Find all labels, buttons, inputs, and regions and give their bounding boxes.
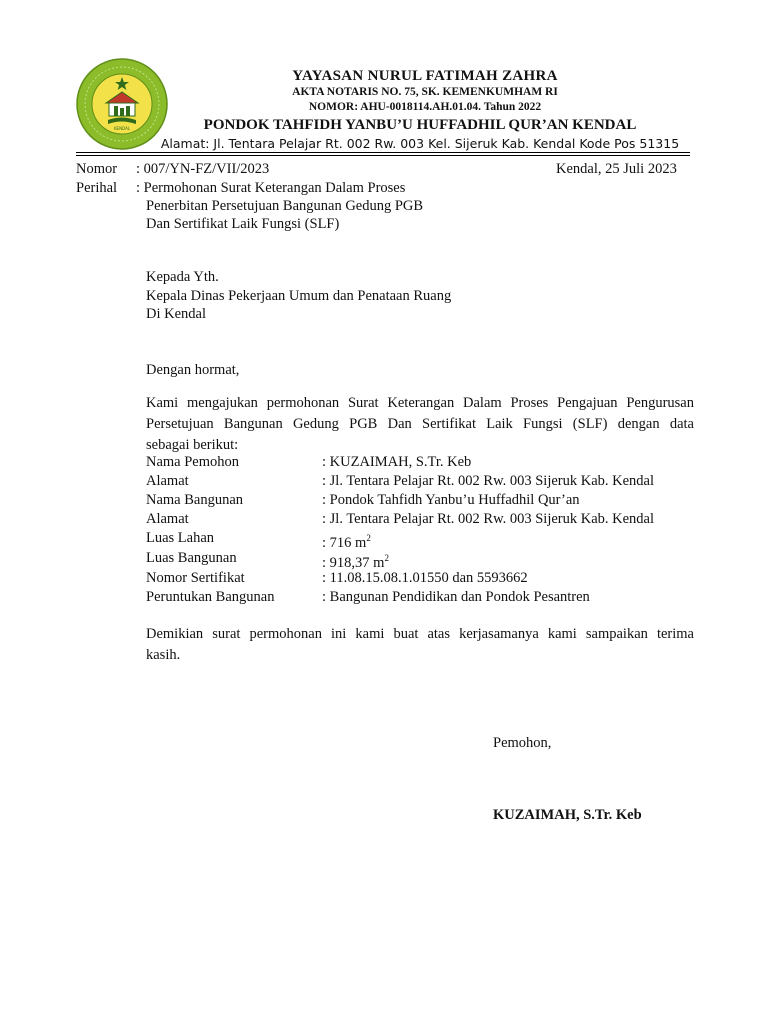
perihal-line: : Permohonan Surat Keterangan Dalam Proses	[136, 180, 406, 196]
notary-deed: AKTA NOTARIS NO. 75, SK. KEMENKUMHAM RI	[292, 86, 558, 98]
paragraph-line: kasih.	[146, 647, 181, 663]
field-value: : 11.08.15.08.1.01550 dan 5593662	[322, 570, 528, 586]
perihal-line: Dan Sertifikat Laik Fungsi (SLF)	[146, 216, 340, 232]
field-label: Nomor Sertifikat	[146, 570, 245, 586]
institution-address: Alamat: Jl. Tentara Pelajar Rt. 002 Rw. 003 Kel. Sijeruk Kab. Kendal Kode Pos 51315	[160, 136, 680, 151]
field-value: : Bangunan Pendidikan dan Pondok Pesantren	[322, 589, 590, 605]
recipient-line: Kepala Dinas Pekerjaan Umum dan Penataan Ruang	[146, 288, 452, 304]
field-label: Luas Lahan	[146, 530, 215, 546]
registration-number: NOMOR: AHU-0018114.AH.01.04. Tahun 2022	[308, 101, 542, 113]
recipient-line: Di Kendal	[146, 306, 206, 322]
field-value: : Jl. Tentara Pelajar Rt. 002 Rw. 003 Sijeruk Kab. Kendal	[322, 511, 655, 527]
field-label: Nama Bangunan	[146, 492, 244, 508]
field-value: : 918,37 m	[322, 554, 385, 571]
field-label: Alamat	[146, 511, 189, 527]
field-label: Luas Bangunan	[146, 550, 237, 566]
field-value: : KUZAIMAH, S.Tr. Keb	[322, 454, 472, 470]
paragraph-line: Kami mengajukan permohonan Surat Keterangan Dalam Proses Pengajuan Pengurusan	[146, 395, 694, 411]
foundation-logo	[76, 58, 168, 150]
field-label: Nama Pemohon	[146, 454, 240, 470]
nomor-value: : 007/YN-FZ/VII/2023	[136, 161, 270, 177]
salutation: Dengan hormat,	[146, 362, 240, 378]
letterhead-divider-thin	[76, 155, 690, 156]
intro-paragraph	[146, 393, 694, 456]
letterhead-divider	[76, 152, 690, 153]
signature-label: Pemohon,	[493, 735, 552, 751]
foundation-name: YAYASAN NURUL FATIMAH ZAHRA	[292, 68, 558, 84]
paragraph-line: sebagai berikut:	[146, 437, 239, 453]
paragraph-line: Demikian surat permohonan ini kami buat atas kerjasamanya kami sampaikan terima	[146, 626, 694, 642]
closing-paragraph	[146, 624, 694, 666]
field-value: : 716 m	[322, 534, 367, 551]
nomor-label: Nomor	[76, 161, 118, 177]
signatory-name: KUZAIMAH, S.Tr. Keb	[493, 807, 642, 823]
unit-superscript: 2	[384, 553, 389, 563]
field-value: : Pondok Tahfidh Yanbu’u Huffadhil Qur’an	[322, 492, 580, 508]
recipient-line: Kepada Yth.	[146, 269, 219, 285]
perihal-line: Penerbitan Persetujuan Bangunan Gedung PGB	[146, 198, 424, 214]
field-label: Alamat	[146, 473, 189, 489]
perihal-label: Perihal	[76, 180, 118, 196]
field-value: : Jl. Tentara Pelajar Rt. 002 Rw. 003 Sijeruk Kab. Kendal	[322, 473, 655, 489]
unit-superscript: 2	[366, 533, 371, 543]
paragraph-line: Persetujuan Bangunan Gedung PGB Dan Sertifikat Laik Fungsi (SLF) dengan data	[146, 416, 694, 432]
institution-name: PONDOK TAHFIDH YANBU’U HUFFADHIL QUR’AN KENDAL	[203, 117, 637, 133]
letter-date: Kendal, 25 Juli 2023	[556, 161, 677, 177]
svg-text:KENDAL: KENDAL	[113, 126, 131, 131]
field-label: Peruntukan Bangunan	[146, 589, 275, 605]
